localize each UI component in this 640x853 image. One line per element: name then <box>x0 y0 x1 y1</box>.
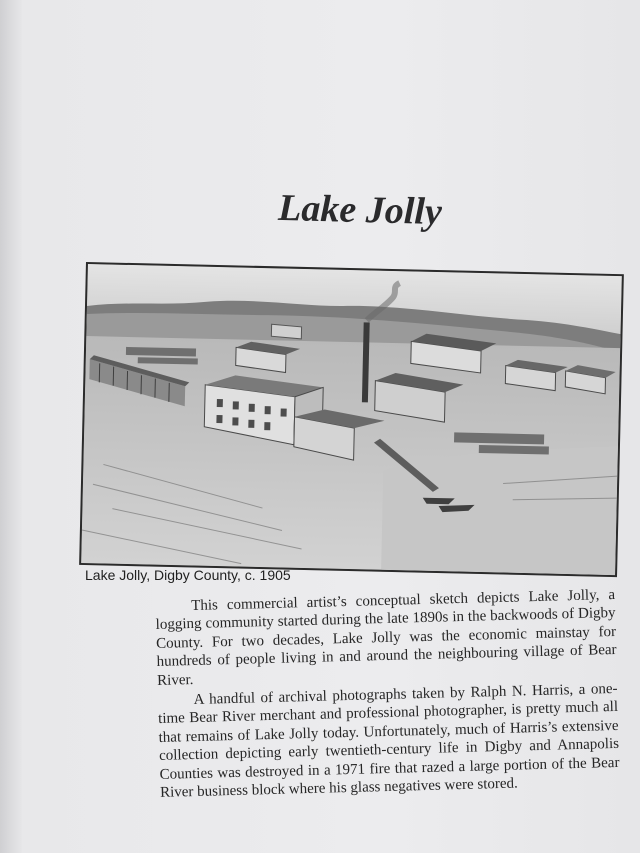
historical-sketch-image <box>79 262 624 577</box>
book-spine-shadow <box>0 0 22 853</box>
body-text <box>155 586 620 802</box>
chapter-title: Lake Jolly <box>277 186 443 234</box>
paragraph: A handful of archival photographs taken by Ralph N. Harris, a one-time Bear River merchant and professional photographer, is pretty much all that remains of Lake Jolly today. Unfortunately, much of Harris’s extensive collection depicting early twentieth-century life in Digby and Annapolis Counties was destroyed in a 1971 fire that razed a large portion of the Bear River business block where his glass negatives were stored. <box>157 680 620 801</box>
photo-caption: Lake Jolly, Digby County, c. 1905 <box>85 567 291 583</box>
paragraph: This commercial artist’s conceptual sketch depicts Lake Jolly, a logging community started during the late 1890s in the backwoods of Digby County. For two decades, Lake Jolly was the economic mainstay for hundreds of people living in and around the neighbouring village of Bear River. <box>155 586 617 689</box>
